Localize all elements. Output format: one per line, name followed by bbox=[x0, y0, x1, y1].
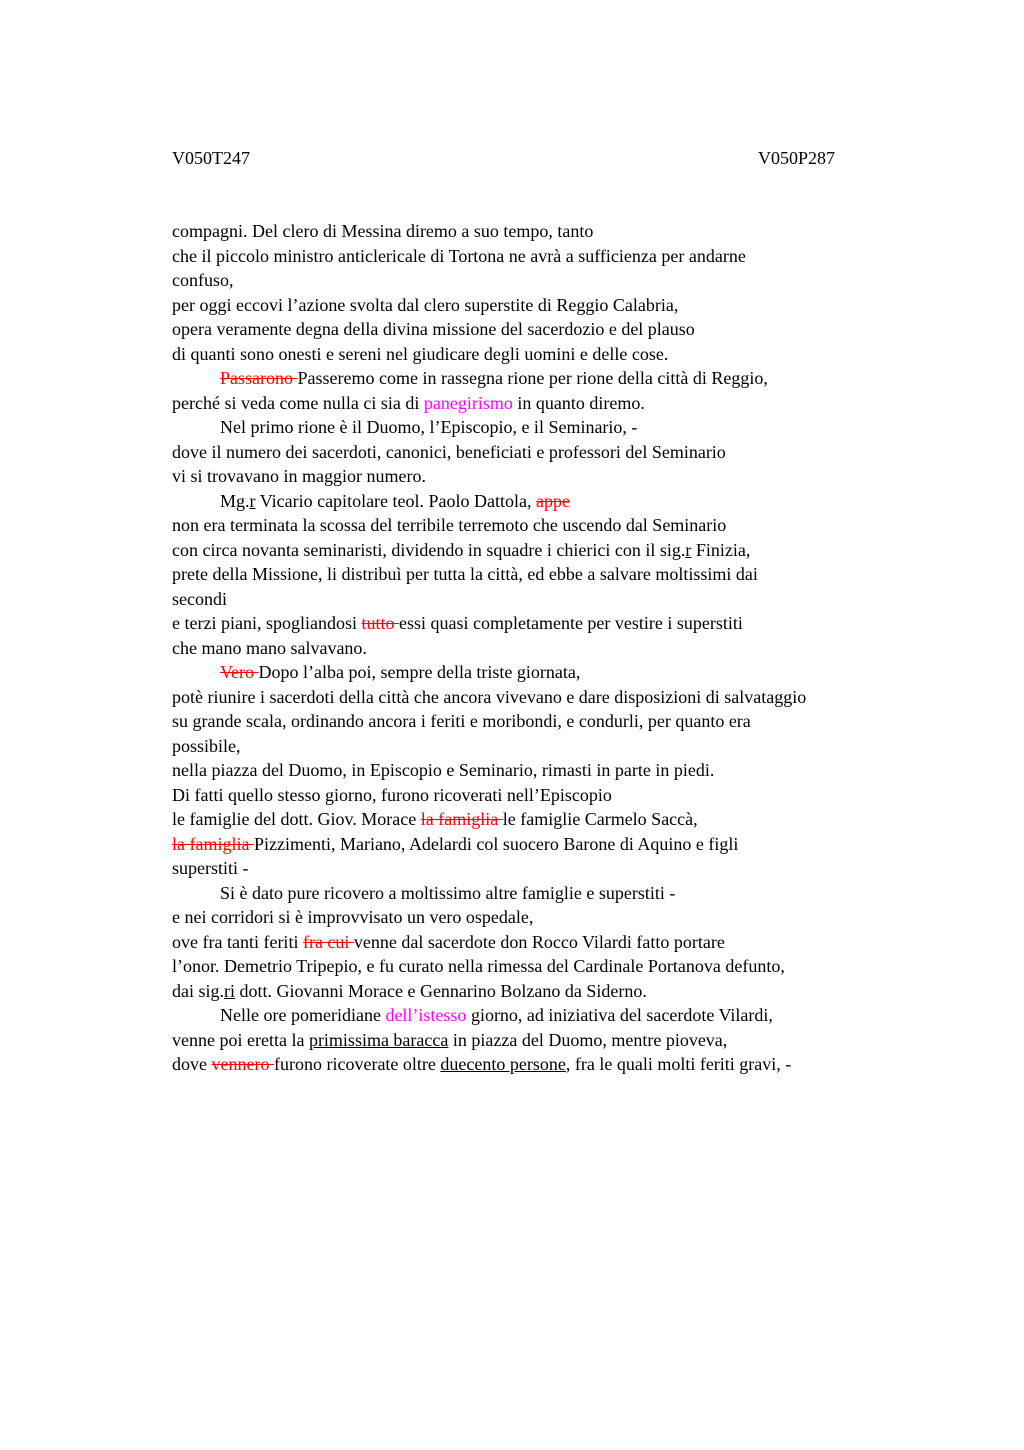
text-line: confuso, bbox=[172, 270, 234, 290]
text-segment: essi quasi completamente per vestire i superstiti bbox=[398, 613, 743, 633]
text-line: potè riunire i sacerdoti della città che ancora vivevano e dare disposizioni di salvataggio bbox=[172, 686, 807, 707]
text-line bbox=[172, 930, 912, 955]
text-segment: dott. Giovanni Morace e Gennarino Bolzano da Siderno. bbox=[235, 980, 647, 1001]
text-line: Nel primo rione è il Duomo, l’Episcopio, e il Seminario, - bbox=[220, 417, 638, 437]
text-line: che mano mano salvavano. bbox=[172, 637, 367, 658]
text-segment: , fra le quali molti feriti gravi, - bbox=[565, 1054, 792, 1074]
underlined-text: r bbox=[685, 539, 692, 560]
text-line bbox=[172, 807, 912, 832]
text-line bbox=[172, 391, 912, 416]
text-segment: dove bbox=[172, 1054, 212, 1074]
highlighted-text: panegirismo bbox=[423, 392, 513, 413]
text-segment: le famiglie Carmelo Saccà, bbox=[502, 809, 698, 829]
deleted-text: vennero bbox=[211, 1054, 274, 1074]
text-segment: giorno, ad iniziativa del sacerdote Vilardi, bbox=[466, 1005, 773, 1025]
text-line: vi si trovavano in maggior numero. bbox=[172, 466, 426, 486]
text-line: di quanti sono onesti e sereni nel giudicare degli uomini e delle cose. bbox=[172, 343, 669, 364]
text-line: su grande scala, ordinando ancora i feriti e moribondi, e condurli, per quanto era bbox=[172, 711, 751, 731]
text-line: secondi bbox=[172, 588, 227, 609]
text-segment: con circa novanta seminaristi, dividendo in squadre i chierici con il sig. bbox=[172, 539, 686, 560]
text-line bbox=[172, 1028, 912, 1053]
text-segment: venne poi eretta la bbox=[172, 1029, 309, 1050]
text-line: non era terminata la scossa del terribile terremoto che uscendo dal Seminario bbox=[172, 515, 727, 535]
text-line: possibile, bbox=[172, 735, 241, 756]
text-segment: Dopo l’alba poi, sempre della triste giornata, bbox=[258, 662, 581, 682]
text-segment: le famiglie del dott. Giov. Morace bbox=[172, 809, 421, 829]
deleted-text: appe bbox=[536, 490, 570, 511]
text-line bbox=[172, 979, 912, 1004]
text-line bbox=[172, 489, 912, 514]
text-segment: Nelle ore pomeridiane bbox=[220, 1005, 386, 1025]
text-line: compagni. Del clero di Messina diremo a suo tempo, tanto bbox=[172, 221, 594, 241]
text-line bbox=[172, 832, 912, 857]
header-left-code: V050T247 bbox=[172, 148, 250, 168]
text-segment: in quanto diremo. bbox=[512, 392, 645, 413]
underlined-text: ri bbox=[224, 980, 235, 1001]
text-line: l’onor. Demetrio Tripepio, e fu curato nella rimessa del Cardinale Portanova defunto, bbox=[172, 956, 785, 976]
text-segment: dai sig. bbox=[172, 980, 224, 1001]
text-line bbox=[172, 611, 912, 636]
text-segment: perché si veda come nulla ci sia di bbox=[172, 392, 424, 413]
text-segment: Vicario capitolare teol. Paolo Dattola, bbox=[255, 490, 537, 511]
text-line bbox=[172, 366, 912, 391]
deleted-text: Passarono bbox=[220, 368, 298, 388]
text-line: nella piazza del Duomo, in Episcopio e Seminario, rimasti in parte in piedi. bbox=[172, 760, 715, 780]
text-segment: ove fra tanti feriti bbox=[172, 931, 303, 952]
text-segment: Pizzimenti, Mariano, Adelardi col suocero Barone di Aquino e figli bbox=[253, 833, 739, 854]
highlighted-text: dell’istesso bbox=[385, 1005, 467, 1025]
deleted-text: la famiglia bbox=[172, 833, 254, 854]
text-line: superstiti - bbox=[172, 858, 249, 878]
text-line: per oggi eccovi l’azione svolta dal clero superstite di Reggio Calabria, bbox=[172, 294, 679, 315]
deleted-text: Vero bbox=[220, 662, 259, 682]
deleted-text: la famiglia bbox=[420, 809, 503, 829]
text-line bbox=[172, 538, 912, 563]
deleted-text: tutto bbox=[361, 613, 399, 633]
text-line: Di fatti quello stesso giorno, furono ricoverati nell’Episcopio bbox=[172, 784, 612, 805]
text-line: opera veramente degna della divina missione del sacerdozio e del plauso bbox=[172, 319, 695, 339]
text-segment: Passeremo come in rassegna rione per rione della città di Reggio, bbox=[297, 368, 768, 388]
text-line: Si è dato pure ricovero a moltissimo altre famiglie e superstiti - bbox=[220, 882, 676, 903]
text-segment: furono ricoverate oltre bbox=[273, 1054, 441, 1074]
underlined-text: primissima baracca bbox=[308, 1029, 449, 1050]
text-segment: e terzi piani, spogliandosi bbox=[172, 613, 362, 633]
text-line: e nei corridori si è improvvisato un vero ospedale, bbox=[172, 907, 534, 927]
text-segment: Finizia, bbox=[691, 539, 751, 560]
text-line: prete della Missione, li distribuì per tutta la città, ed ebbe a salvare moltissimi dai bbox=[172, 564, 758, 584]
document-body bbox=[172, 219, 912, 1077]
text-line: dove il numero dei sacerdoti, canonici, beneficiati e professori del Seminario bbox=[172, 441, 726, 462]
deleted-text: fra cui bbox=[302, 931, 354, 952]
text-line: che il piccolo ministro anticlericale di Tortona ne avrà a sufficienza per andarne bbox=[172, 245, 746, 266]
text-segment: Mg. bbox=[220, 490, 250, 511]
underlined-text: r bbox=[249, 490, 256, 511]
text-line bbox=[172, 1052, 912, 1077]
text-segment: venne dal sacerdote don Rocco Vilardi fatto portare bbox=[353, 931, 725, 952]
header-right-code: V050P287 bbox=[758, 148, 836, 168]
text-line bbox=[172, 1003, 912, 1028]
underlined-text: duecento persone bbox=[440, 1054, 566, 1074]
text-line bbox=[172, 660, 912, 685]
text-segment: in piazza del Duomo, mentre pioveva, bbox=[448, 1029, 728, 1050]
